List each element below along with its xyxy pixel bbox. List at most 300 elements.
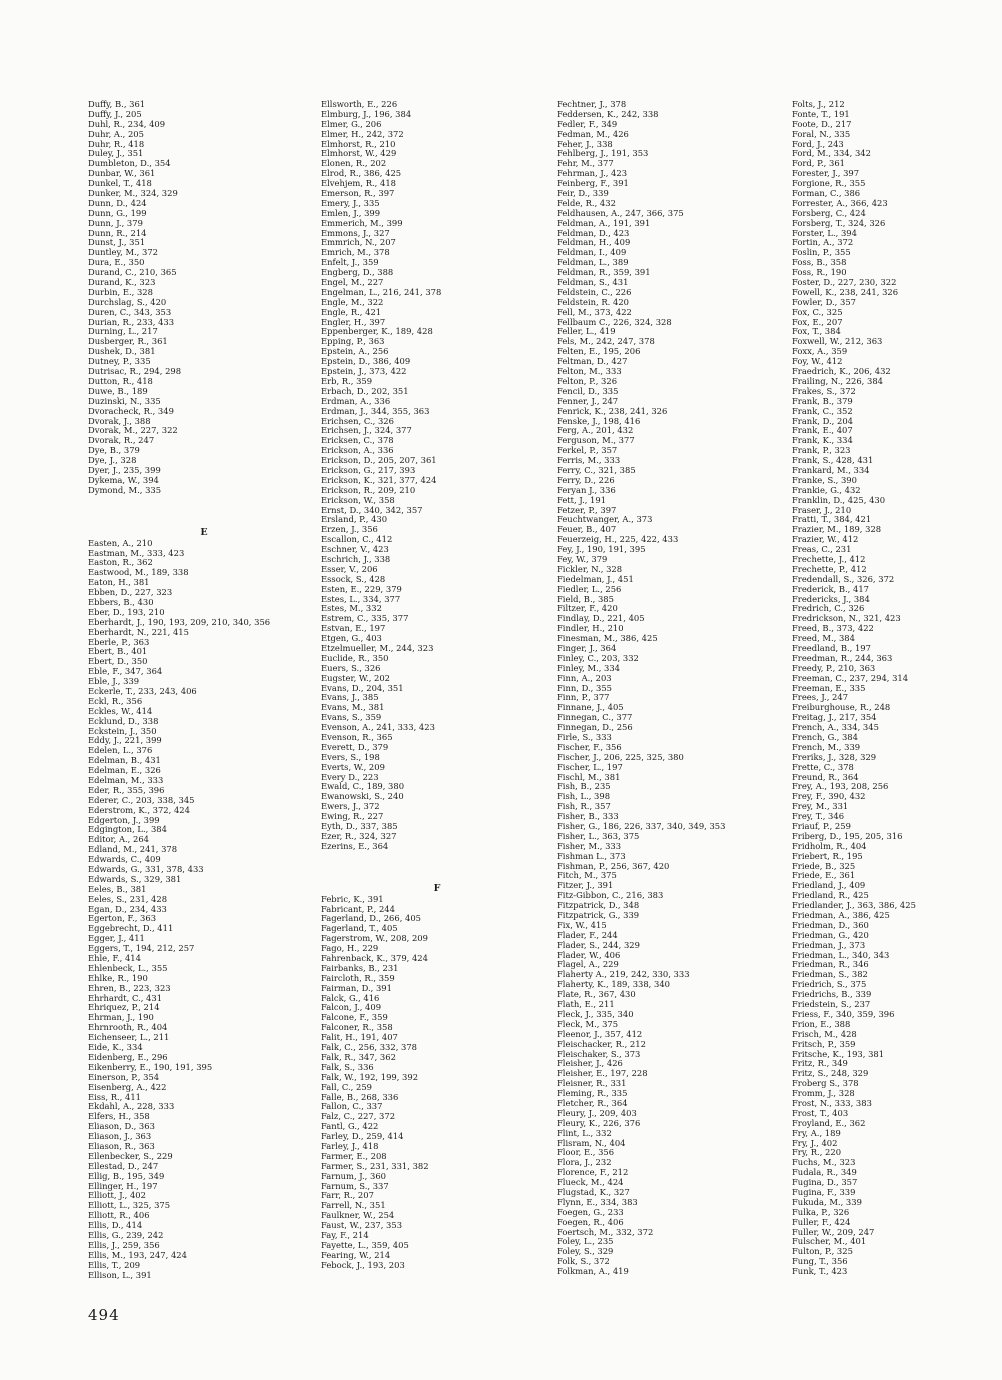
index-entry: Fleck, J., 335, 340 — [557, 1008, 634, 1019]
index-entry: Eble, F., 347, 364 — [88, 666, 163, 677]
index-entry: Freedland, B., 197 — [792, 642, 871, 653]
index-entry: Elvehjem, R., 418 — [321, 178, 396, 189]
index-entry: Emmons, J., 327 — [321, 227, 390, 238]
index-entry: Findler, H., 210 — [557, 623, 624, 634]
index-entry: Florence, F., 212 — [557, 1167, 629, 1178]
index-entry: Fenner, J., 247 — [557, 395, 619, 406]
index-entry: Eastwood, M., 189, 338 — [88, 567, 189, 578]
index-entry: Edgerton, J., 399 — [88, 814, 160, 825]
index-entry: Folk, S., 372 — [557, 1256, 610, 1267]
index-entry: Erichsen, C., 326 — [321, 415, 394, 426]
index-entry: Freas, C., 231 — [792, 544, 852, 555]
index-entry: Ewald, C., 189, 380 — [321, 781, 405, 792]
index-entry: Ford, P., 361 — [792, 158, 845, 169]
index-entry: Finnane, J., 405 — [557, 702, 624, 713]
index-entry: Fetzer, P., 397 — [557, 504, 617, 515]
index-entry: Ehlenbeck, L., 355 — [88, 962, 168, 973]
index-entry: Frey, F., 390, 432 — [792, 791, 866, 802]
index-entry: Freeman, C., 237, 294, 314 — [792, 672, 909, 683]
index-entry: Fraser, J., 210 — [792, 504, 852, 515]
index-entry: Friede, B., 325 — [792, 860, 856, 871]
index-entry: Everts, W., 209 — [321, 761, 385, 772]
index-entry: Foxwell, W., 212, 363 — [792, 336, 883, 347]
index-entry: Erdman, A., 336 — [321, 395, 391, 406]
index-entry: Euers, S., 326 — [321, 662, 381, 673]
index-entry: Felton, M., 333 — [557, 366, 622, 377]
index-entry: Fish, R., 357 — [557, 801, 611, 812]
index-entry: Franklin, D., 425, 430 — [792, 494, 886, 505]
index-entry: French, A., 334, 345 — [792, 722, 879, 733]
index-entry: Fairbanks, B., 231 — [321, 962, 399, 973]
index-entry: Fulscher, M., 401 — [792, 1236, 867, 1247]
index-entry: Dunker, M., 324, 329 — [88, 188, 178, 199]
index-entry: Editor, A., 264 — [88, 834, 149, 845]
index-entry: Friedrichs, B., 339 — [792, 989, 872, 1000]
index-entry: Fiedler, L., 256 — [557, 583, 622, 594]
index-entry: Forster, L., 394 — [792, 227, 857, 238]
index-entry: Eeles, S., 231, 428 — [88, 893, 168, 904]
index-entry: Farmer, S., 231, 331, 382 — [321, 1160, 429, 1171]
index-entry: Fenske, J., 198, 416 — [557, 415, 641, 426]
index-entry: Flate, R., 367, 430 — [557, 989, 636, 1000]
section-letter-heading: E — [200, 526, 208, 538]
index-entry: Feryan J., 336 — [557, 484, 616, 495]
index-entry: Ford, M., 334, 342 — [792, 148, 871, 159]
index-entry: Fallon, C., 337 — [321, 1101, 383, 1112]
index-entry: Fabricant, P., 244 — [321, 903, 395, 914]
index-entry: Flagel, A., 229 — [557, 959, 619, 970]
index-entry: Ederer, C., 203, 338, 345 — [88, 794, 195, 805]
index-entry: Froyland, E., 362 — [792, 1117, 866, 1128]
index-entry: Elmhorst, W., 429 — [321, 148, 397, 159]
index-entry: Frees, J., 247 — [792, 692, 849, 703]
index-entry: Fedman, M., 426 — [557, 128, 629, 139]
index-entry: Fischer, J., 206, 225, 325, 380 — [557, 751, 684, 762]
index-entry: Frankie, G., 432 — [792, 484, 861, 495]
index-entry: Falle, B., 268, 336 — [321, 1091, 399, 1102]
index-entry: Friedman, R., 346 — [792, 959, 869, 970]
index-entry: Eckles, W., 414 — [88, 705, 153, 716]
index-entry: Fairman, D., 391 — [321, 982, 392, 993]
index-entry: Duren, C., 343, 353 — [88, 306, 172, 317]
index-entry: Fix, W., 415 — [557, 919, 607, 930]
index-entry: Faircloth, R., 359 — [321, 972, 395, 983]
index-entry: Elfers, H., 358 — [88, 1111, 150, 1122]
index-entry: Evans, D., 204, 351 — [321, 682, 404, 693]
index-entry: Fell, M., 373, 422 — [557, 306, 632, 317]
index-entry: Freeman, E., 335 — [792, 682, 866, 693]
index-entry: Eggers, T., 194, 212, 257 — [88, 943, 195, 954]
index-entry: Evans, S., 359 — [321, 712, 382, 723]
index-entry: Frank, C., 352 — [792, 405, 853, 416]
index-entry: Dykema, W., 394 — [88, 474, 159, 485]
index-entry: Fagerstrom, W., 208, 209 — [321, 933, 428, 944]
index-entry: Everett, D., 379 — [321, 741, 389, 752]
index-entry: Eppenberger, K., 189, 428 — [321, 326, 433, 337]
index-entry: Essock, S., 428 — [321, 573, 386, 584]
index-entry: Frank, P., 323 — [792, 445, 851, 456]
index-entry: Felton, P., 326 — [557, 375, 618, 386]
index-entry: Friedman, J., 373 — [792, 939, 866, 950]
index-entry: Edwards, C., 409 — [88, 854, 161, 865]
index-entry: Fleischaker, S., 373 — [557, 1048, 641, 1059]
index-entry: Epstein, A., 256 — [321, 346, 389, 357]
index-entry: Dye, B., 379 — [88, 445, 140, 456]
index-entry: Finley, C., 203, 332 — [557, 652, 639, 663]
index-entry: Fletcher, R., 364 — [557, 1097, 628, 1108]
index-entry: Dunn, R., 214 — [88, 227, 147, 238]
index-entry: Fry, A., 189 — [792, 1127, 841, 1138]
index-entry: Fitzpatrick, G., 339 — [557, 910, 640, 921]
index-entry: Fickler, N., 328 — [557, 563, 623, 574]
index-entry: Fox, E., 207 — [792, 316, 843, 327]
index-entry: Fleck, M., 375 — [557, 1018, 619, 1029]
index-entry: Foss, B., 358 — [792, 257, 847, 268]
index-entry: Foxx, A., 359 — [792, 346, 848, 357]
index-entry: Erbach, D., 202, 351 — [321, 385, 409, 396]
index-entry: Freedy, P., 210, 363 — [792, 662, 876, 673]
index-entry: Fahrenback, K., 379, 424 — [321, 953, 428, 964]
index-entry: Ellis, M., 193, 247, 424 — [88, 1249, 187, 1260]
index-entry: Ellinger, H., 197 — [88, 1180, 158, 1191]
index-entry: Estvan, E., 197 — [321, 623, 386, 634]
index-entry: Friedrich, S., 375 — [792, 979, 867, 990]
index-entry: Eder, R., 355, 396 — [88, 784, 165, 795]
index-entry: Ellis, J., 259, 356 — [88, 1239, 160, 1250]
index-entry: Fechtner, J., 378 — [557, 99, 627, 109]
index-entry: Dunbar, W., 361 — [88, 168, 156, 179]
index-entry: Frette, C., 378 — [792, 761, 854, 772]
index-entry: Freriks, J., 328, 329 — [792, 751, 877, 762]
index-entry: Dyer, J., 235, 399 — [88, 464, 161, 475]
index-entry: Fischl, M., 381 — [557, 771, 621, 782]
index-entry: Eliason, J., 363 — [88, 1131, 152, 1142]
index-entry: Fukuda, M., 339 — [792, 1196, 862, 1207]
index-entry: Emery, J., 335 — [321, 197, 380, 208]
index-entry: Fitzer, J., 391 — [557, 880, 614, 891]
index-entry: Dunn, D., 424 — [88, 197, 147, 208]
index-entry: Feldhausen, A., 247, 366, 375 — [557, 207, 684, 218]
index-entry: Foslin, P., 355 — [792, 247, 851, 258]
index-entry: Feldman, A., 191, 391 — [557, 217, 651, 228]
index-entry: Fischer, F., 356 — [557, 741, 622, 752]
index-entry: Durning, L., 217 — [88, 326, 158, 337]
index-entry: Eberle, P., 363 — [88, 636, 150, 647]
index-entry: Dymond, M., 335 — [88, 484, 162, 495]
index-entry: Fulton, P., 325 — [792, 1246, 853, 1257]
index-entry: Frey, M., 331 — [792, 801, 849, 812]
index-entry: Ecklund, D., 338 — [88, 715, 159, 726]
index-entry: Durand, C., 210, 365 — [88, 267, 177, 278]
index-entry: Fehr, M., 377 — [557, 158, 614, 169]
index-entry: Dutton, R., 418 — [88, 375, 153, 386]
index-entry: Fredericks, J., 384 — [792, 593, 870, 604]
index-entry: Foertsch, M., 332, 372 — [557, 1226, 654, 1237]
index-entry: Fowell, K., 238, 241, 326 — [792, 286, 899, 297]
index-entry: Elliott, L., 325, 375 — [88, 1200, 171, 1211]
index-entry: Ferg, A., 201, 432 — [557, 425, 634, 436]
index-entry: Eichenseer, L., 211 — [88, 1032, 170, 1043]
index-entry: Enfelt, J., 359 — [321, 257, 379, 268]
index-entry: Feldman, D., 423 — [557, 227, 630, 238]
index-entry: Elliott, J., 402 — [88, 1190, 146, 1201]
index-entry: Fay, F., 214 — [321, 1229, 369, 1240]
index-entry: Erzen, J., 356 — [321, 524, 378, 535]
index-entry: Fox, T., 384 — [792, 326, 841, 337]
index-entry: Frey, T., 346 — [792, 811, 845, 822]
index-entry: Frankard, M., 334 — [792, 464, 870, 475]
index-entry: Foley, S., 329 — [557, 1246, 614, 1257]
index-entry: Ferry, D., 226 — [557, 474, 615, 485]
index-entry: Fuller, W., 209, 247 — [792, 1226, 875, 1237]
index-entry: Dunkel, T., 418 — [88, 178, 152, 189]
index-entry: Feuer, B., 407 — [557, 524, 617, 535]
index-entry: Fearing, W., 214 — [321, 1249, 391, 1260]
index-entry: Flugstad, K., 327 — [557, 1186, 630, 1197]
index-entry: Fritsch, P., 359 — [792, 1038, 856, 1049]
index-entry: Fraedrich, K., 206, 432 — [792, 366, 891, 377]
index-entry: Eiss, R., 411 — [88, 1091, 141, 1102]
index-entry: Frechette, P., 412 — [792, 563, 867, 574]
index-entry: Fishman, P., 256, 367, 420 — [557, 860, 670, 871]
index-entry: Feldman, H., 409 — [557, 237, 631, 248]
index-entry: Engberg, D., 388 — [321, 267, 394, 278]
index-entry: Ewing, R., 227 — [321, 811, 384, 822]
index-entry: Fisher, B., 333 — [557, 811, 619, 822]
index-entry: Fagerland, T., 405 — [321, 923, 398, 934]
index-entry: Falz, C., 227, 372 — [321, 1111, 396, 1122]
index-entry: Foss, R., 190 — [792, 267, 847, 278]
index-entry: Fleury, J., 209, 403 — [557, 1107, 637, 1118]
index-entry: Finesman, M., 386, 425 — [557, 633, 658, 644]
index-entry: Fuchs, M., 323 — [792, 1157, 856, 1168]
index-entry: Fitch, M., 375 — [557, 870, 617, 881]
index-entry: Ellenbecker, S., 229 — [88, 1150, 173, 1161]
index-column-3 — [557, 100, 789, 1277]
index-entry: Feldstein, R. 420 — [557, 296, 629, 307]
index-entry: Filtzer, F., 420 — [557, 603, 618, 614]
index-entry: Freiburghouse, R., 248 — [792, 702, 891, 713]
index-entry: Friess, F., 340, 359, 396 — [792, 1008, 895, 1019]
index-entry: Erickson, D., 205, 207, 361 — [321, 455, 437, 466]
index-entry: Friedman, A., 386, 425 — [792, 910, 890, 921]
index-entry: Ezer, R., 324, 327 — [321, 830, 397, 841]
index-entry: Dunn, G., 199 — [88, 207, 147, 218]
index-entry: Feldstein, C., 226 — [557, 286, 632, 297]
index-entry: Eddy, J., 221, 399 — [88, 735, 162, 746]
index-entry: Duwe, B., 189 — [88, 385, 148, 396]
index-entry: Floor, E., 356 — [557, 1147, 615, 1158]
index-entry: Freedman, R., 244, 363 — [792, 652, 893, 663]
index-entry: Frisch, M., 428 — [792, 1028, 857, 1039]
index-entry: Fishman L., 373 — [557, 850, 626, 861]
index-entry: Dura, E., 350 — [88, 257, 145, 268]
index-entry: Finn, A., 203 — [557, 672, 612, 683]
index-entry: Freed, M., 384 — [792, 633, 855, 644]
index-entry: Fleury, K., 226, 376 — [557, 1117, 641, 1128]
index-entry: Feher, J., 338 — [557, 138, 613, 149]
index-entry: Evers, S., 198 — [321, 751, 380, 762]
index-entry: Engle, R., 421 — [321, 306, 382, 317]
index-entry: Frechette, J., 412 — [792, 553, 866, 564]
index-entry: Findlay, D., 221, 405 — [557, 613, 645, 624]
index-entry: Ebbers, B., 430 — [88, 596, 154, 607]
index-entry: Ellis, T., 209 — [88, 1259, 141, 1270]
index-entry: Falconer, R., 358 — [321, 1022, 393, 1033]
index-entry: Duhr, R., 418 — [88, 138, 145, 149]
index-entry: Falck, G., 416 — [321, 992, 380, 1003]
index-entry: Friedlander, J., 363, 386, 425 — [792, 900, 916, 911]
index-entry: Epping, P., 363 — [321, 336, 385, 347]
index-entry: Ekdahl, A., 228, 333 — [88, 1101, 175, 1112]
index-entry: Dunst, J., 351 — [88, 237, 146, 248]
index-entry: Durbin, E., 328 — [88, 286, 153, 297]
index-entry: Eastman, M., 333, 423 — [88, 547, 185, 558]
index-entry: Fridholm, R., 404 — [792, 840, 867, 851]
index-entry: Fey, W., 379 — [557, 553, 608, 564]
index-entry: Estrem, C., 335, 377 — [321, 613, 409, 624]
index-entry: Erickson, K., 321, 377, 424 — [321, 474, 437, 485]
index-entry: Erickson, R., 209, 210 — [321, 484, 416, 495]
index-entry: Friede, E., 361 — [792, 870, 856, 881]
index-entry: Felde, R., 432 — [557, 197, 616, 208]
index-entry: Frost, N., 333, 383 — [792, 1097, 872, 1108]
index-entry: Fudala, R., 349 — [792, 1167, 857, 1178]
index-entry: Dushek, D., 381 — [88, 346, 156, 357]
index-entry: Febric, K., 391 — [321, 893, 384, 904]
index-entry: Farnum, J., 360 — [321, 1170, 386, 1181]
index-entry: Folts, J., 212 — [792, 99, 845, 109]
section-gap — [321, 852, 553, 872]
index-entry: Ellis, G., 239, 242 — [88, 1229, 164, 1240]
index-entry: Flaherty, K., 189, 338, 340 — [557, 979, 670, 990]
index-entry: Ferry, C., 321, 385 — [557, 464, 636, 475]
index-entry: Frank, E., 407 — [792, 425, 853, 436]
index-entry: Frost, T., 403 — [792, 1107, 849, 1118]
index-entry: Elrod, R., 386, 425 — [321, 168, 402, 179]
index-entry: Fleming, R., 335 — [557, 1088, 628, 1099]
index-entry: Edelman, M., 333 — [88, 775, 164, 785]
index-entry: Eckstein, J., 350 — [88, 725, 157, 736]
index-entry: Flader, F., 244 — [557, 929, 618, 940]
index-entry: Ellison, L., 391 — [88, 1269, 152, 1280]
index-entry: Ellig, B., 195, 349 — [88, 1170, 165, 1181]
index-entry: Eschner, V., 423 — [321, 544, 389, 555]
index-entry: Ellsworth, E., 226 — [321, 99, 398, 109]
index-entry: Eyth, D., 337, 385 — [321, 821, 398, 832]
index-entry: Farley, D., 259, 414 — [321, 1131, 404, 1142]
index-entry: Elmer, G., 206 — [321, 118, 382, 129]
index-entry: Eble, J., 339 — [88, 676, 140, 687]
index-entry: Foegen, G., 233 — [557, 1206, 624, 1217]
index-entry: Finnegan, C., 377 — [557, 712, 633, 723]
page-number: 494 — [88, 1306, 120, 1324]
index-entry: Dvorak, R., 247 — [88, 435, 155, 446]
index-entry: Franke, S., 390 — [792, 474, 857, 485]
index-entry: Fisher, L., 363, 375 — [557, 830, 640, 841]
index-entry: Dvorak, J., 388 — [88, 415, 151, 426]
index-entry: Edwards, S., 329, 381 — [88, 873, 182, 884]
index-entry: Frakes, S., 372 — [792, 385, 856, 396]
index-entry: Dutrisac, R., 294, 298 — [88, 366, 182, 377]
index-entry: Erickson, G., 217, 393 — [321, 464, 416, 475]
index-entry: Feuchtwanger, A., 373 — [557, 514, 653, 525]
index-entry: Ersland, P., 430 — [321, 514, 388, 525]
index-entry: Fisher, G., 186, 226, 337, 340, 349, 353 — [557, 821, 726, 832]
index-entry: Fry, J., 402 — [792, 1137, 838, 1148]
index-entry: Flader, S., 244, 329 — [557, 939, 640, 950]
index-entry: Elmburg, J., 196, 384 — [321, 108, 412, 119]
index-entry: Frion, E., 388 — [792, 1018, 851, 1029]
index-entry: Esser, V., 206 — [321, 563, 378, 574]
index-entry: Forrester, A., 366, 423 — [792, 197, 888, 208]
index-entry: Frazier, W., 412 — [792, 534, 859, 545]
index-entry: Eugster, W., 202 — [321, 672, 391, 683]
index-entry: Fagerland, D., 266, 405 — [321, 913, 422, 924]
index-entry: Feldman, I., 409 — [557, 247, 627, 258]
index-entry: Ehriquez, P., 214 — [88, 1002, 160, 1013]
index-entry: Emrich, M., 378 — [321, 247, 390, 258]
index-entry: Ellis, D., 414 — [88, 1220, 143, 1231]
index-entry: Eide, K., 334 — [88, 1042, 143, 1053]
index-entry: Edgington, L., 384 — [88, 824, 167, 835]
index-entry: Erickson, A., 336 — [321, 445, 394, 456]
index-entry: Fleisher, E., 197, 228 — [557, 1068, 648, 1079]
index-column-4 — [792, 100, 1002, 1277]
index-column-2 — [321, 100, 553, 1271]
index-entry: Every D., 223 — [321, 771, 379, 782]
index-entry: Firle, S., 333 — [557, 732, 612, 742]
index-entry: Frank, S., 428, 431 — [792, 455, 874, 466]
index-entry: Ehlke, R., 190 — [88, 972, 148, 983]
index-entry: Duntley, M., 372 — [88, 247, 158, 258]
index-entry: Forsberg, C., 424 — [792, 207, 866, 218]
index-entry: Fencil, D., 335 — [557, 385, 619, 396]
index-entry: Duffy, B., 361 — [88, 99, 146, 109]
index-entry: Faulkner, W., 254 — [321, 1210, 395, 1221]
index-entry: Fall, C., 259 — [321, 1081, 372, 1092]
index-entry: Fisher, M., 333 — [557, 840, 622, 851]
index-entry: Falk, R., 347, 362 — [321, 1051, 396, 1062]
index-entry: Feir, D., 339 — [557, 188, 609, 199]
index-entry: Feller, L., 419 — [557, 326, 616, 337]
index-entry: Ernst, D., 340, 342, 357 — [321, 504, 423, 515]
index-entry: Emmerich, M., 399 — [321, 217, 403, 228]
index-entry: Friedstein, S., 237 — [792, 999, 871, 1010]
index-entry: Ellestad, D., 247 — [88, 1160, 159, 1171]
index-entry: Emmrich, N., 207 — [321, 237, 396, 248]
index-entry: Fuller, F., 424 — [792, 1216, 851, 1227]
index-entry: Ederstrom, K., 372, 424 — [88, 804, 190, 815]
index-entry: Fago, H., 229 — [321, 943, 379, 954]
index-entry: Finn, P., 377 — [557, 692, 610, 703]
index-entry: Funk, T., 423 — [792, 1266, 848, 1277]
index-entry: Feinberg, F., 391 — [557, 178, 629, 189]
index-entry: Egger, J., 411 — [88, 933, 145, 944]
index-entry: Friebert, R., 195 — [792, 850, 863, 861]
index-entry: Durian, R., 233, 433 — [88, 316, 175, 327]
index-entry: Fonte, T., 191 — [792, 108, 850, 119]
index-entry: Flynn, E., 334, 383 — [557, 1196, 638, 1207]
index-entry: Fels, M., 242, 247, 378 — [557, 336, 655, 347]
index-entry: Edelman, E., 326 — [88, 765, 161, 776]
index-entry: Fitzpatrick, D., 348 — [557, 900, 640, 911]
index-entry: Erichsen, J., 324, 377 — [321, 425, 412, 436]
index-entry: Feldman, S., 431 — [557, 277, 629, 288]
index-entry: Fey, J., 190, 191, 395 — [557, 544, 646, 555]
index-entry: Engelman, L., 216, 241, 378 — [321, 286, 442, 297]
index-entry: Dunn, J., 379 — [88, 217, 143, 228]
